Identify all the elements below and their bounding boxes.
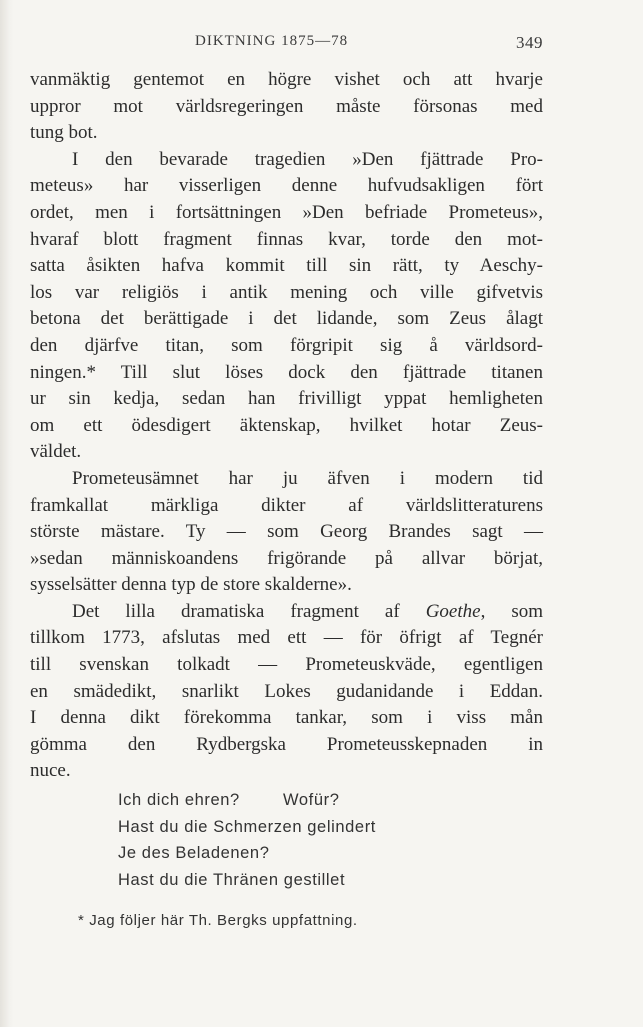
text-line: till svenskan tolkadt — Prometeuskväde, egentligen bbox=[30, 654, 543, 676]
text-line: framkallat märkliga dikter af världslitteraturens bbox=[30, 494, 543, 516]
text-line: »sedan människoandens frigörande på allvar börjat, bbox=[30, 547, 543, 569]
verse-quote bbox=[118, 787, 376, 893]
italic-name: Goethe bbox=[425, 600, 481, 622]
text-line: en smädedikt, snarlikt Lokes gudanidande i Eddan. bbox=[30, 680, 543, 702]
text-line: nuce. bbox=[30, 760, 71, 782]
footnote: * Jag följer här Th. Bergks uppfattning. bbox=[78, 912, 358, 929]
text-fragment: , som bbox=[480, 600, 543, 622]
text-fragment: Det lilla dramatiska fragment af bbox=[72, 600, 400, 622]
text-line: gömma den Rydbergska Prometeusskepnaden in bbox=[30, 733, 543, 755]
text-line: den djärfve titan, som förgripit sig å världsord- bbox=[30, 334, 543, 356]
text-line: ningen.* Till slut löses dock den fjättrade titanen bbox=[30, 361, 543, 383]
text-line: vanmäktig gentemot en högre vishet och att hvarje bbox=[30, 69, 543, 90]
text-line: uppror mot världsregeringen måste försonas med bbox=[30, 95, 543, 117]
text-line: ur sin kedja, sedan han frivilligt yppat hemligheten bbox=[30, 388, 543, 410]
text-line: tillkom 1773, afslutas med ett — för öfrigt af Tegnér bbox=[30, 627, 543, 649]
text-line bbox=[30, 599, 543, 626]
verse-fragment: Wofür? bbox=[283, 791, 340, 809]
verse-line: Hast du die Schmerzen gelindert bbox=[118, 817, 376, 836]
page-header bbox=[30, 33, 543, 55]
text-line: betona det berättigade i det lidande, som Zeus ålagt bbox=[30, 308, 543, 330]
text-line: satta åsikten hafva kommit till sin rätt, ty Aeschy- bbox=[30, 255, 543, 277]
verse-line: Hast du die Thränen gestillet bbox=[118, 870, 346, 889]
text-line: hvaraf blott fragment finnas kvar, torde den mot- bbox=[30, 228, 543, 250]
text-line: I denna dikt förekomma tankar, som i viss mån bbox=[30, 707, 543, 729]
text-line: ordet, men i fortsättningen »Den befriade Prometeus», bbox=[30, 201, 543, 223]
text-line: meteus» har visserligen denne hufvudsakligen fört bbox=[30, 175, 543, 197]
text-line: sysselsätter denna typ de store skalderne». bbox=[30, 574, 352, 596]
body-text bbox=[30, 67, 543, 785]
page-number: 349 bbox=[516, 33, 543, 52]
text-line: Prometeusämnet har ju äfven i modern tid bbox=[72, 467, 543, 489]
text-line: störste mästare. Ty — som Georg Brandes sagt — bbox=[30, 521, 543, 543]
verse-fragment: Ich dich ehren? bbox=[118, 791, 240, 809]
text-line: om ett ödesdigert äktenskap, hvilket hotar Zeus- bbox=[30, 414, 543, 436]
page-edge-shadow bbox=[0, 0, 14, 1027]
text-line: los var religiös i antik mening och ville gifvetvis bbox=[30, 281, 543, 303]
verse-line bbox=[118, 787, 376, 814]
running-head: DIKTNING 1875—78 bbox=[195, 33, 349, 49]
text-line: väldet. bbox=[30, 441, 82, 463]
text-line: tung bot. bbox=[30, 122, 98, 144]
verse-line: Je des Beladenen? bbox=[118, 844, 270, 863]
text-line: I den bevarade tragedien »Den fjättrade Pro- bbox=[72, 148, 543, 170]
